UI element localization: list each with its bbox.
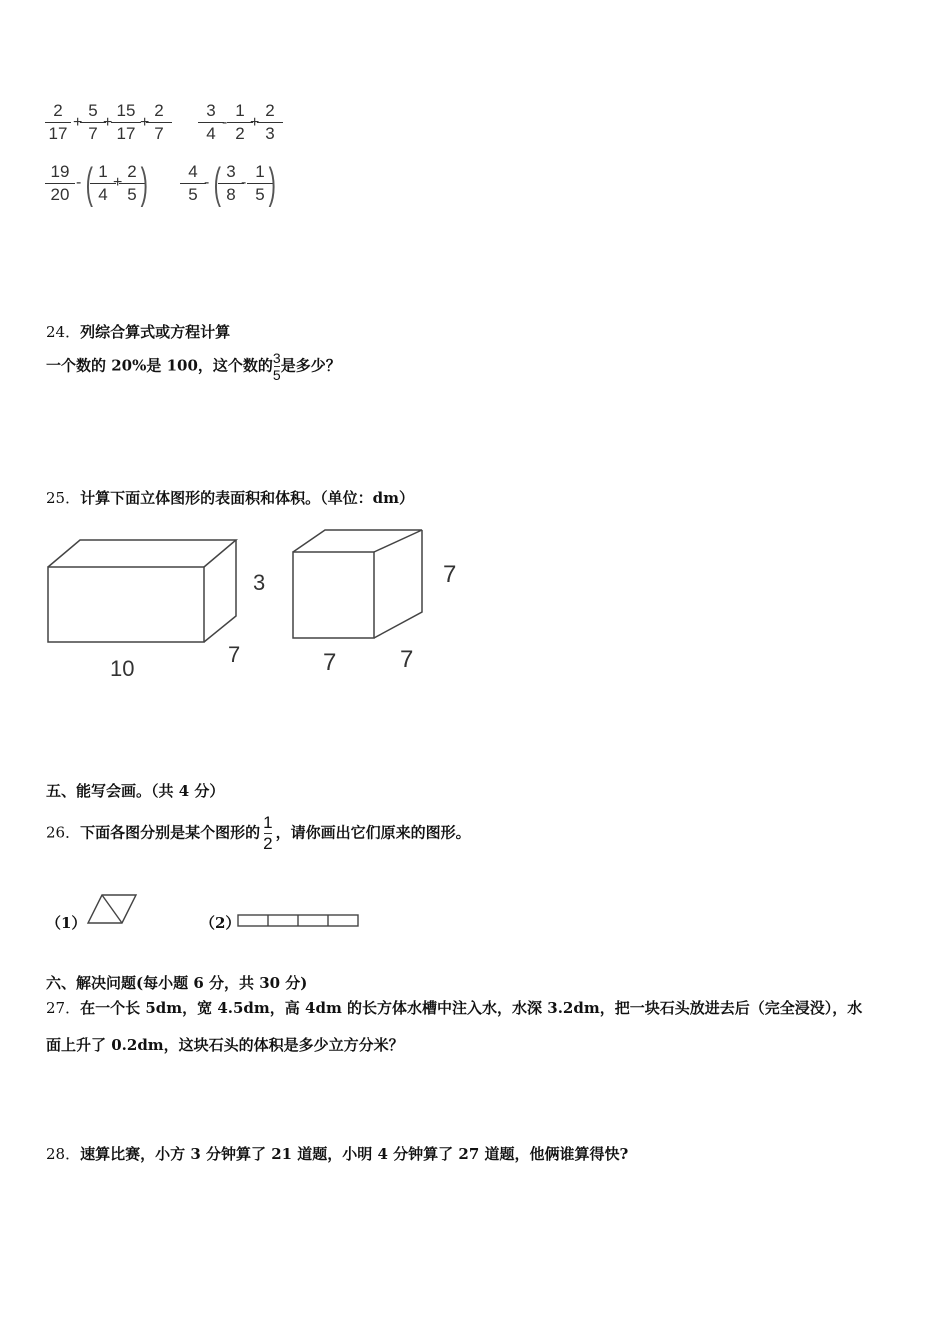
fraction: 15 17 [109, 101, 143, 144]
cuboid-side-face [204, 540, 236, 642]
operator: + [250, 114, 260, 131]
cuboid-top-face [48, 540, 236, 567]
question-28-text: 28．速算比赛，小方 3 分钟算了 21 道题，小明 4 分钟算了 27 道题，他俩谁算得快? [46, 1145, 629, 1163]
figure-2-label: （2） [200, 914, 241, 932]
question-24-title: 24．列综合算式或方程计算 [46, 323, 231, 341]
cube-side-face [374, 530, 422, 638]
question-26-text: 26．下面各图分别是某个图形的 $\frac{1}{2}$ ，请你画出它们原来的图形。 [46, 813, 471, 853]
fraction: 2 3 [255, 101, 285, 144]
cube-front-face [293, 552, 374, 638]
operator: + [103, 114, 113, 131]
cuboid-length-label: 10 [110, 656, 135, 681]
cube-front-label: 7 [323, 649, 337, 676]
cube-side-label: 7 [400, 646, 414, 673]
fraction: 3 4 [196, 101, 226, 144]
operator: - [241, 174, 247, 191]
cube-figure [293, 530, 422, 638]
operator: + [140, 114, 150, 131]
cube-height-label: 7 [443, 561, 457, 588]
fraction: 19 20 [43, 162, 77, 205]
figure-1-shape [86, 893, 138, 927]
question-27-line-1: 27．在一个长 5dm，宽 4.5dm，高 4dm 的长方体水槽中注入水，水深 3.2dm，把一块石头放进去后（完全浸没），水 [46, 999, 863, 1017]
question-27-line-2: 面上升了 0.2dm，这块石头的体积是多少立方分米？ [46, 1036, 404, 1054]
fraction: 1 4 [88, 162, 118, 205]
figure-2-shape [236, 913, 360, 929]
fraction: 5 7 [78, 101, 108, 144]
question-25-title: 25．计算下面立体图形的表面积和体积。（单位：dm） [46, 489, 414, 507]
fraction: $\frac{3}{5}$ [272, 350, 281, 383]
cuboid-width-label: 7 [228, 642, 241, 667]
fraction: 4 5 [178, 162, 208, 205]
cuboid-height-label: 3 [253, 570, 266, 595]
cuboid-figure [48, 540, 236, 642]
operator: - [204, 174, 210, 191]
fraction: 2 5 [117, 162, 147, 205]
cube-top-face [293, 530, 422, 552]
cuboid-front-face [48, 567, 204, 642]
operator: - [222, 114, 228, 131]
fraction: $\frac{1}{2}$ [263, 813, 273, 853]
section-5-heading: 五、能写会画。（共 4 分） [46, 782, 225, 800]
section-6-heading: 六、解决问题(每小题 6 分，共 30 分) [46, 974, 308, 992]
fraction: 2 17 [43, 101, 73, 144]
fraction: 1 2 [225, 101, 255, 144]
left-paren: ( [85, 159, 93, 208]
operator: + [73, 114, 83, 131]
fraction: 1 5 [245, 162, 275, 205]
right-paren: ) [140, 159, 148, 208]
question-24-text: 一个数的 20%是 100，这个数的$\frac{3}{5}$是多少？ [46, 350, 341, 383]
figure-1-label: （1） [46, 914, 87, 932]
fraction: 2 7 [144, 101, 174, 144]
left-paren: ( [213, 159, 221, 208]
operator: + [113, 174, 123, 191]
operator: - [76, 174, 82, 191]
right-paren: ) [268, 159, 276, 208]
solid-figures [0, 520, 480, 690]
fraction: 3 8 [216, 162, 246, 205]
